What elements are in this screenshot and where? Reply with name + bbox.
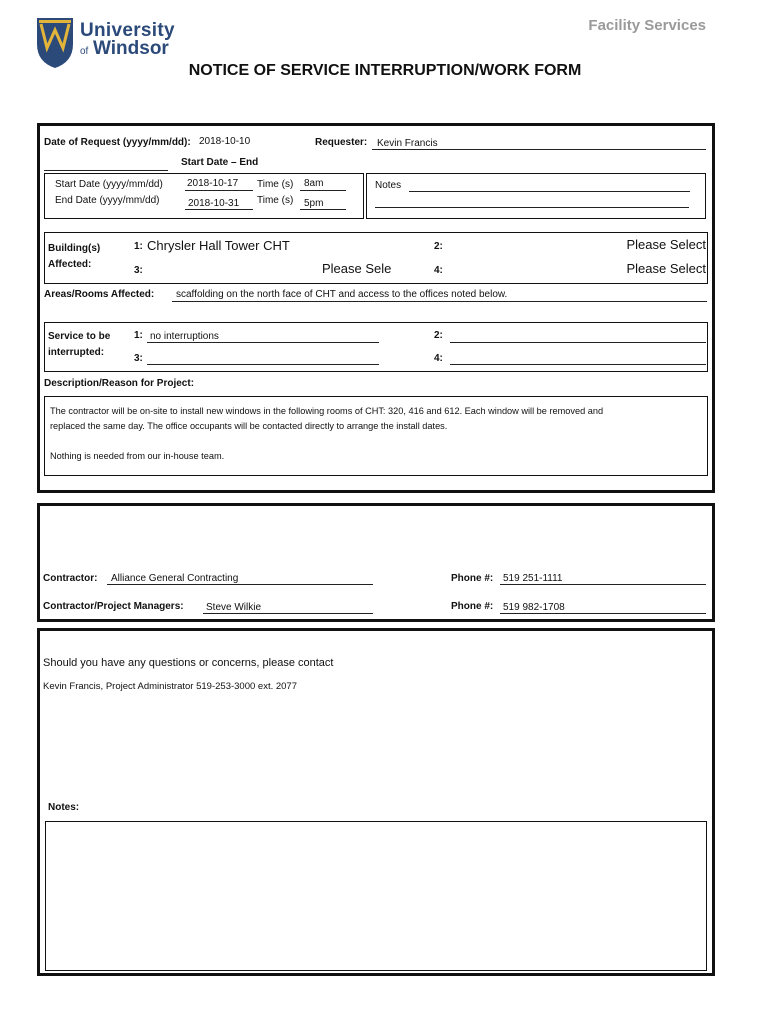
project-manager-phone-value[interactable]: 519 982-1708 <box>503 602 565 613</box>
contact-intro: Should you have any questions or concerns, please contact <box>43 657 334 669</box>
buildings-label-line1: Building(s) <box>48 243 101 254</box>
org-name-line1: University <box>80 20 175 41</box>
service-2-number: 2: <box>434 330 443 341</box>
form-title: NOTICE OF SERVICE INTERRUPTION/WORK FORM <box>188 62 582 79</box>
building-2-number: 2: <box>434 241 443 252</box>
building-4-select[interactable]: Please Select <box>626 261 706 276</box>
service-label-line1: Service to be <box>48 331 111 342</box>
requester-value[interactable]: Kevin Francis <box>377 138 438 149</box>
project-manager-phone-label: Phone #: <box>451 601 494 612</box>
project-manager-value[interactable]: Steve Wilkie <box>206 602 262 613</box>
end-time-value[interactable]: 5pm <box>304 198 324 209</box>
description-line-1: The contractor will be on-site to install new windows in the following rooms of CHT: 320, 416 and 612. Each window will be removed and <box>50 406 604 416</box>
contact-person: Kevin Francis, Project Administrator 519-253-3000 ext. 2077 <box>43 681 297 692</box>
service-4-field[interactable] <box>450 364 706 365</box>
contractor-underline <box>107 584 373 585</box>
description-line-3: Nothing is needed from our in-house team. <box>50 451 225 461</box>
start-time-value[interactable]: 8am <box>304 178 324 189</box>
requester-underline <box>372 149 706 150</box>
notes-line-2[interactable] <box>375 207 689 208</box>
requester-label: Requester: <box>315 137 368 148</box>
notes-box <box>366 173 706 219</box>
areas-value[interactable]: scaffolding on the north face of CHT and access to the offices noted below. <box>176 289 508 300</box>
building-1-select[interactable]: Chrysler Hall Tower CHT <box>147 238 290 253</box>
org-name-of: of <box>80 46 89 57</box>
project-manager-underline <box>203 613 373 614</box>
start-date-underline <box>185 190 253 191</box>
date-of-request-label: Date of Request (yyyy/mm/dd): <box>44 137 191 148</box>
building-3-select[interactable]: Please Sele <box>322 261 392 276</box>
contractor-phone-label: Phone #: <box>451 573 494 584</box>
service-1-value[interactable]: no interruptions <box>150 331 219 342</box>
end-time-underline <box>300 209 346 210</box>
start-date-label: Start Date (yyyy/mm/dd) <box>55 179 163 190</box>
service-label-line2: interrupted: <box>48 347 105 358</box>
service-1-underline <box>147 342 379 343</box>
contractor-phone-value[interactable]: 519 251-1111 <box>503 573 563 584</box>
project-manager-phone-underline <box>500 613 706 614</box>
notes-line-1[interactable] <box>409 191 690 192</box>
start-time-label: Time (s) <box>257 179 294 190</box>
buildings-label-line2: Affected: <box>48 259 92 270</box>
end-date-label: End Date (yyyy/mm/dd) <box>55 195 160 206</box>
department-heading: Facility Services <box>588 17 706 34</box>
contractor-label: Contractor: <box>43 573 98 584</box>
notes-section-label: Notes: <box>48 802 80 813</box>
end-date-value[interactable]: 2018-10-31 <box>188 198 240 209</box>
notes-textarea[interactable] <box>45 821 707 971</box>
date-range-heading: Start Date – End <box>181 157 259 168</box>
start-date-value[interactable]: 2018-10-17 <box>187 178 239 189</box>
end-date-underline <box>185 209 253 210</box>
project-manager-label: Contractor/Project Managers: <box>43 601 184 612</box>
contractor-phone-underline <box>500 584 706 585</box>
areas-underline <box>172 301 707 302</box>
service-4-number: 4: <box>434 353 443 364</box>
building-3-number: 3: <box>134 265 143 276</box>
building-1-number: 1: <box>134 241 143 252</box>
notes-label: Notes <box>375 180 402 191</box>
building-4-number: 4: <box>434 265 443 276</box>
org-name-line2: Windsor <box>93 38 169 59</box>
service-3-number: 3: <box>134 353 143 364</box>
building-2-select[interactable]: Please Select <box>626 237 706 252</box>
start-time-underline <box>300 190 346 191</box>
buildings-box <box>44 232 708 284</box>
service-2-field[interactable] <box>450 342 706 343</box>
description-line-2: replaced the same day. The office occupants will be contacted directly to arrange the install dates. <box>50 421 448 431</box>
range-underline <box>44 170 168 171</box>
contractor-value[interactable]: Alliance General Contracting <box>111 573 239 584</box>
description-label: Description/Reason for Project: <box>44 378 195 389</box>
service-3-field[interactable] <box>147 364 379 365</box>
date-of-request-value[interactable]: 2018-10-10 <box>199 136 251 147</box>
end-time-label: Time (s) <box>257 195 294 206</box>
service-1-number: 1: <box>134 330 143 341</box>
areas-label: Areas/Rooms Affected: <box>44 289 155 300</box>
